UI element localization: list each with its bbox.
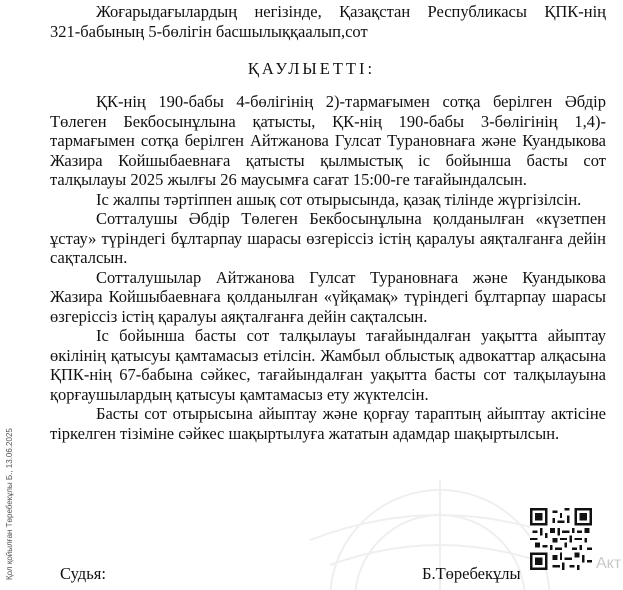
intro-line-2: 321-бабының 5-бөлігін басшылыққаалып,сот [50, 21, 368, 41]
qr-code-icon [530, 508, 592, 570]
intro-block [50, 2, 606, 41]
activation-watermark-text: Акт [596, 555, 622, 572]
paragraph-open-session: Іс жалпы тәртіппен ашық сот отырысында, қазақ тілінде жүргізілсін. [96, 189, 582, 209]
paragraph-hearing: ҚК-нің 190-бабы 4-бөлігінің 2)-тармағымен сотқа берілген Әбдір Төлеген Бекбосынұлына қатысты, ҚК-нің 190-бабы 3-бөлігінің 1,4)-тармағымен сотқа берілген Айтжанова Гулсат Турановнаға және Куандыкова Жазира Койшыбаевнаға қатысты қылмыстық іс бойынша басты сот талқылауы 2025 жылғы 26 маусымға сағат 15:00-ге тағайындалсын. [50, 92, 606, 189]
paragraph-prosecution-defense: Іс бойынша басты сот талқылауы тағайындалған уақытта айыптау өкілінің қатысуы қамтамасыз етілсін. Жамбыл облыстық адвокаттар алқасына ҚПК-нің 67-бабына сәйкес, тағайындалған уақытта басты сот талқылауына қорғаушылардың қатысуы қамтамасыз ету жүктелсін. [50, 326, 606, 404]
judge-label: Судья: [60, 564, 106, 583]
paragraph-custody: Сотталушы Әбдір Төлеген Бекбосынұлына қолданылған «күзетпен ұстау» түріндегі бұлтарпау шарасы өзгеріссіз істің қаралуы аяқталғанға дейін сақталсын. [50, 209, 606, 267]
judge-name: Б.Төребекұлы [422, 564, 521, 583]
paragraph-summons: Басты сот отырысына айыптау және қорғау тараптың айыптау актісіне тіркелген тізіміне сәйкес шақыртылуға жататын адамдар шақыртылсын. [50, 404, 606, 443]
resolution-body [50, 92, 606, 443]
signature-stamp: Қол қойылған Төребекұлы Б., 13.06.2025 [5, 428, 14, 580]
intro-line-1: Жоғарыдағылардың негізінде, Қазақстан Республикасы ҚПК-нің [96, 2, 606, 21]
resolution-heading: ҚАУЛЫЕТТІ: [247, 59, 376, 78]
paragraph-house-arrest: Сотталушылар Айтжанова Гулсат Турановнаға және Куандыкова Жазира Койшыбаевнаға қолданылған «үйқамақ» түріндегі бұлтарпау шарасы өзгеріссіз істің қаралуы аяқталғанға дейін сақталсын. [50, 267, 606, 326]
